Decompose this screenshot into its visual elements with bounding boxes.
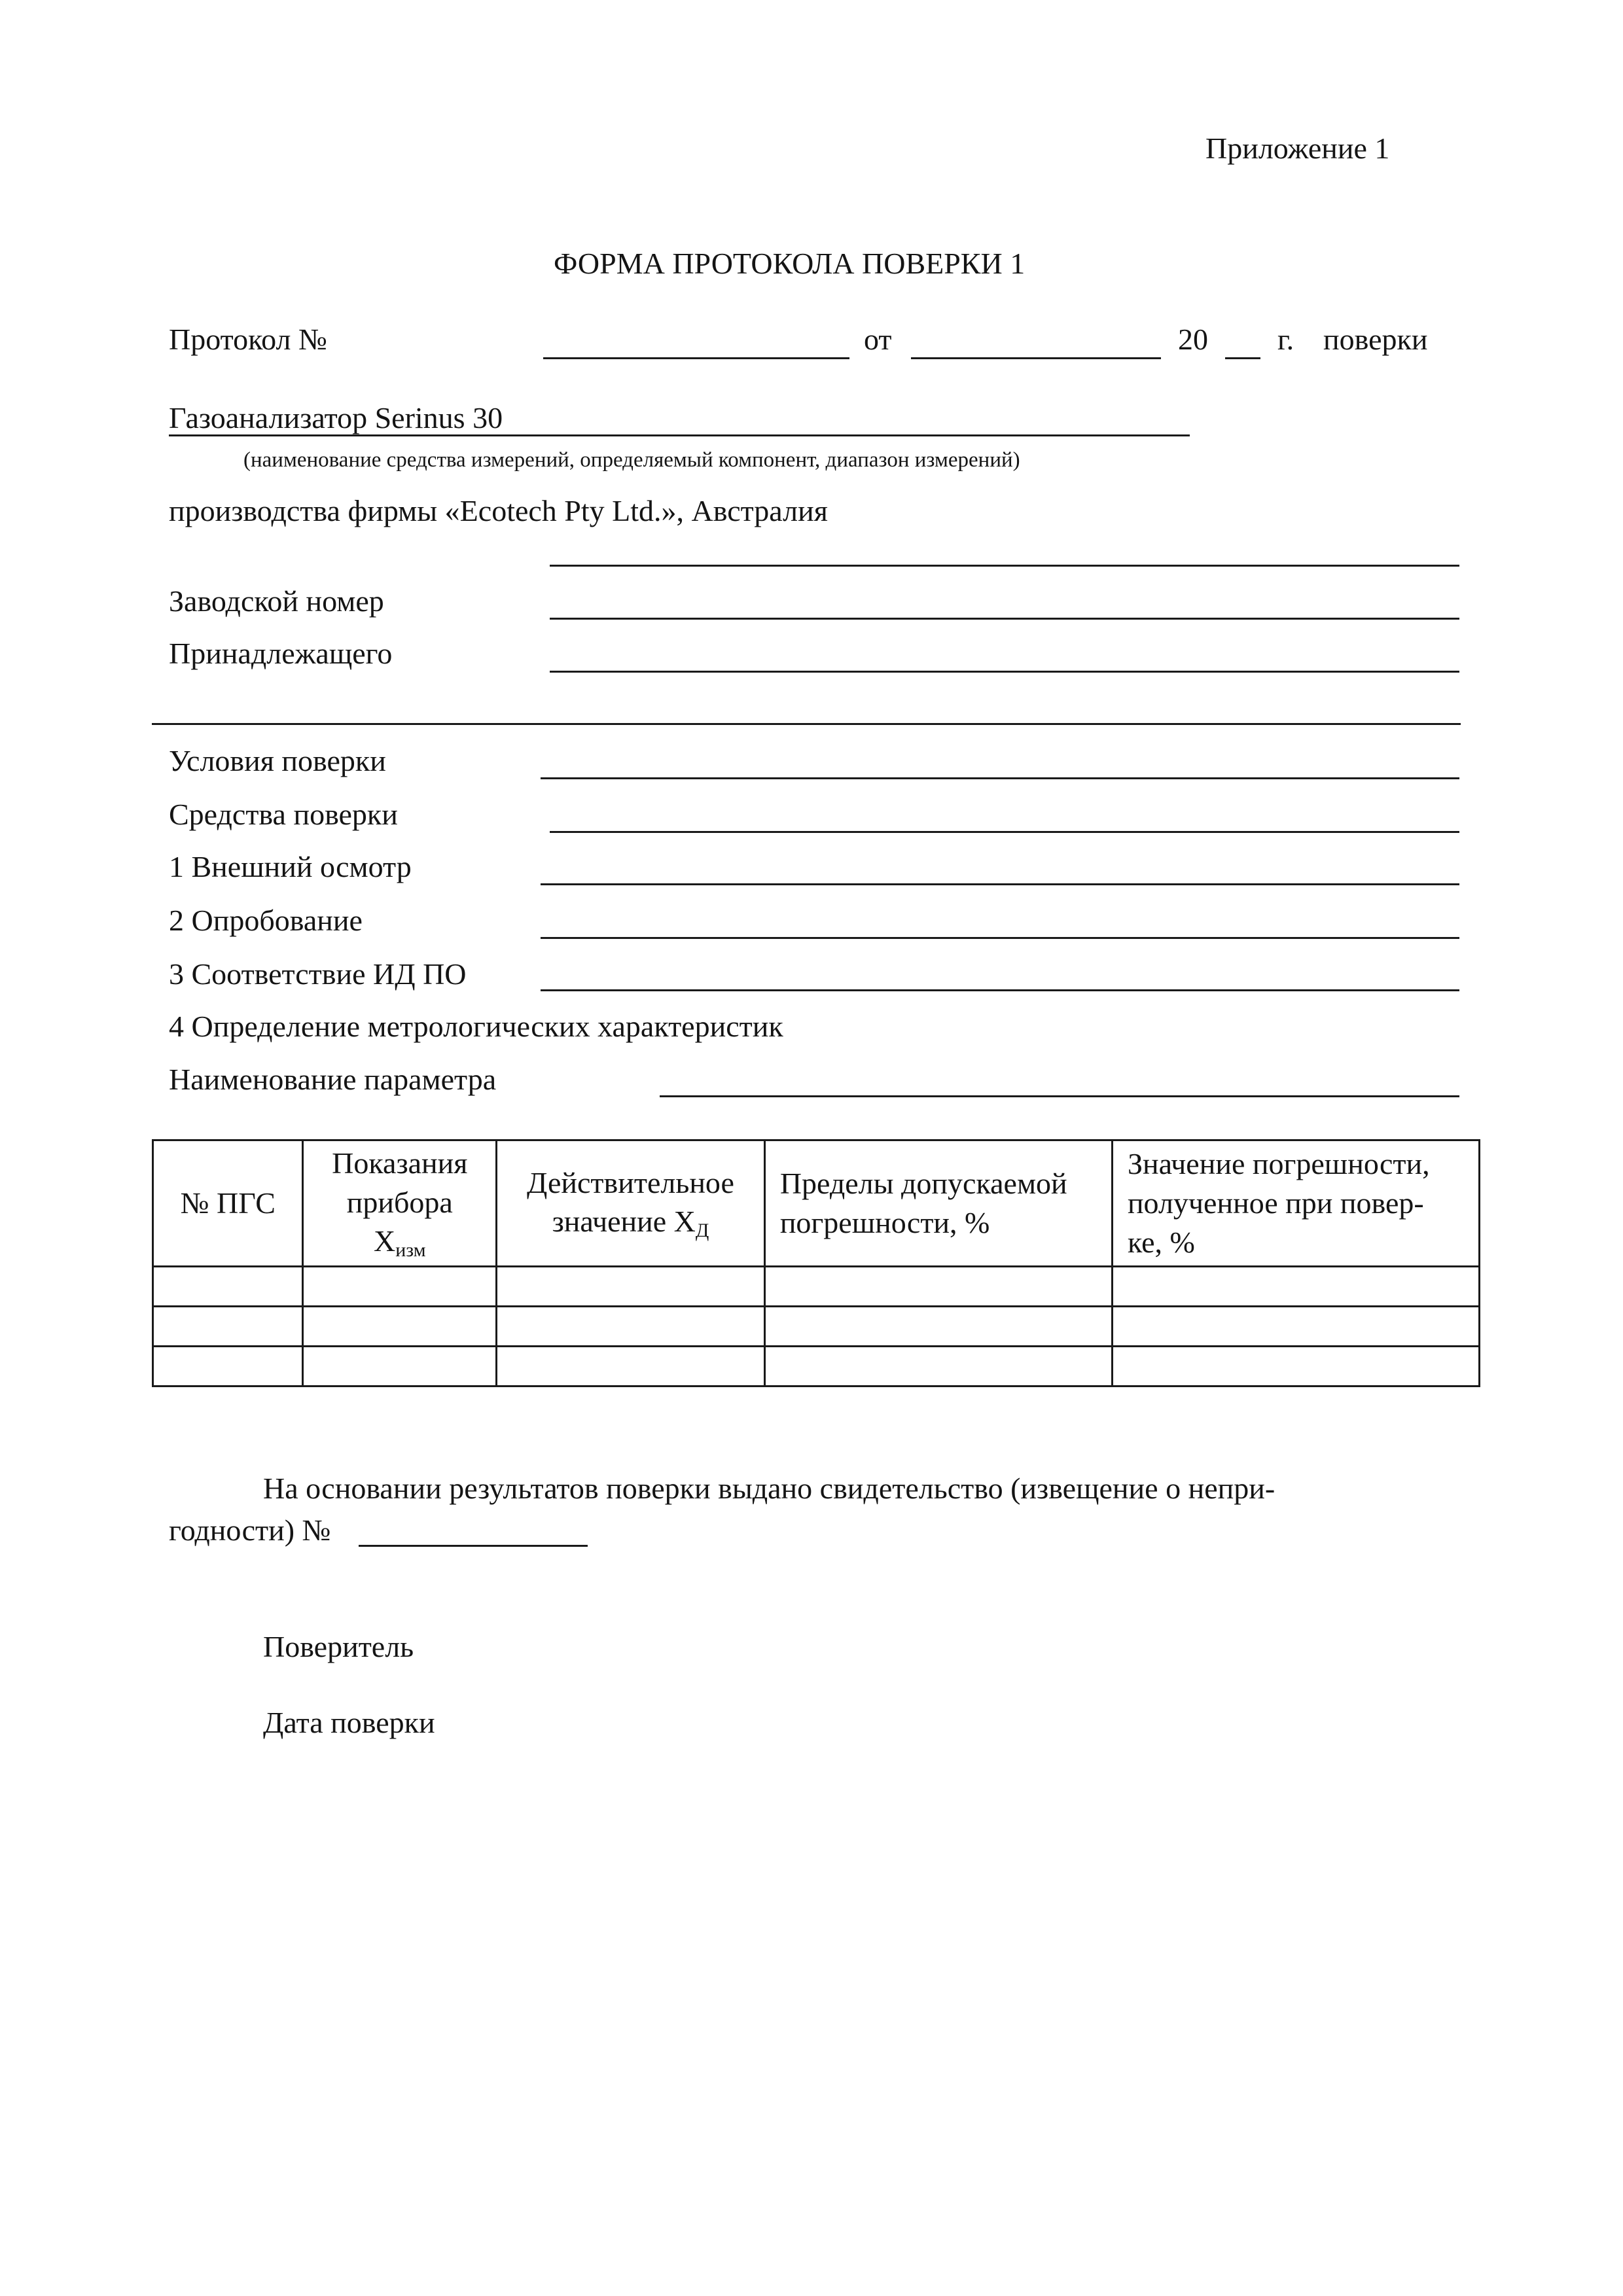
testing-field[interactable] <box>541 937 1459 939</box>
manufacturer: производства фирмы «Ecotech Pty Ltd.», Австралия <box>169 494 828 527</box>
means-label: Средства поверки <box>169 798 398 831</box>
header-actual-value: Действительное значение $X_Д$ <box>497 1140 765 1267</box>
certificate-number-field[interactable] <box>359 1545 588 1547</box>
protocol-year-suffix: г. <box>1277 323 1294 356</box>
table-cell[interactable] <box>497 1307 765 1347</box>
header-pgs-number: № ПГС <box>153 1140 303 1267</box>
table-cell[interactable] <box>764 1267 1112 1307</box>
protocol-year-field[interactable] <box>1225 357 1260 359</box>
header-limits: Пределы допускаемой погрешности, % <box>764 1140 1112 1267</box>
software-id-field[interactable] <box>541 989 1459 991</box>
table-cell[interactable] <box>153 1347 303 1386</box>
appendix-label: Приложение 1 <box>1205 132 1390 165</box>
header-error-value: Значение погрешности, полученное при повер- ке, % <box>1112 1140 1479 1267</box>
serial-number-label: Заводской номер <box>169 584 384 618</box>
protocol-date-field[interactable] <box>911 357 1161 359</box>
table-cell[interactable] <box>764 1307 1112 1347</box>
table-cell[interactable] <box>497 1267 765 1307</box>
table-cell[interactable] <box>303 1347 497 1386</box>
external-inspection-field[interactable] <box>541 883 1459 885</box>
instrument-name: Газоанализатор Serinus 30 <box>169 401 503 434</box>
table-row <box>153 1307 1480 1347</box>
owner-label: Принадлежащего <box>169 637 393 670</box>
conditions-field[interactable] <box>541 777 1459 779</box>
protocol-from-label: от <box>864 323 892 356</box>
protocol-number-field[interactable] <box>543 357 849 359</box>
external-inspection-label: 1 Внешний осмотр <box>169 850 412 883</box>
instrument-name-hint: (наименование средства измерений, определяемый компонент, диапазон измерений) <box>243 448 1020 472</box>
form-title: ФОРМА ПРОТОКОЛА ПОВЕРКИ 1 <box>554 247 1026 280</box>
instrument-field[interactable] <box>169 434 1190 436</box>
conditions-label: Условия поверки <box>169 744 386 777</box>
table-cell[interactable] <box>303 1267 497 1307</box>
parameter-name-label: Наименование параметра <box>169 1063 497 1096</box>
owner-field[interactable] <box>550 671 1459 673</box>
table-cell[interactable] <box>1112 1267 1479 1307</box>
table-cell[interactable] <box>153 1307 303 1347</box>
parameter-name-field[interactable] <box>660 1095 1459 1097</box>
protocol-year-prefix: 20 <box>1178 323 1208 356</box>
table-row <box>153 1267 1480 1307</box>
serial-number-field[interactable] <box>550 618 1459 620</box>
table-cell[interactable] <box>153 1267 303 1307</box>
table-cell[interactable] <box>497 1347 765 1386</box>
table-cell[interactable] <box>1112 1307 1479 1347</box>
verifier-label: Поверитель <box>263 1630 414 1663</box>
software-id-label: 3 Соответствие ИД ПО <box>169 957 467 991</box>
table-row <box>153 1347 1480 1386</box>
means-field[interactable] <box>550 831 1459 833</box>
table-cell[interactable] <box>764 1347 1112 1386</box>
header-reading: Показания прибора $X_{изм}$ <box>303 1140 497 1267</box>
protocol-label: Протокол № <box>169 323 327 356</box>
conclusion-line1: На основании результатов поверки выдано свидетельство (извещение о непри- <box>263 1472 1275 1505</box>
metrology-label: 4 Определение метрологических характеристик <box>169 1010 783 1043</box>
testing-label: 2 Опробование <box>169 904 363 937</box>
date-label: Дата поверки <box>263 1706 435 1739</box>
blank-line[interactable] <box>550 565 1459 567</box>
table-header-row <box>153 1140 1480 1267</box>
conclusion-line2: годности) № <box>169 1513 331 1547</box>
table-cell[interactable] <box>303 1307 497 1347</box>
protocol-verification-word: поверки <box>1323 323 1428 356</box>
table-cell[interactable] <box>1112 1347 1479 1386</box>
divider-line <box>152 723 1461 725</box>
results-table <box>152 1139 1480 1387</box>
